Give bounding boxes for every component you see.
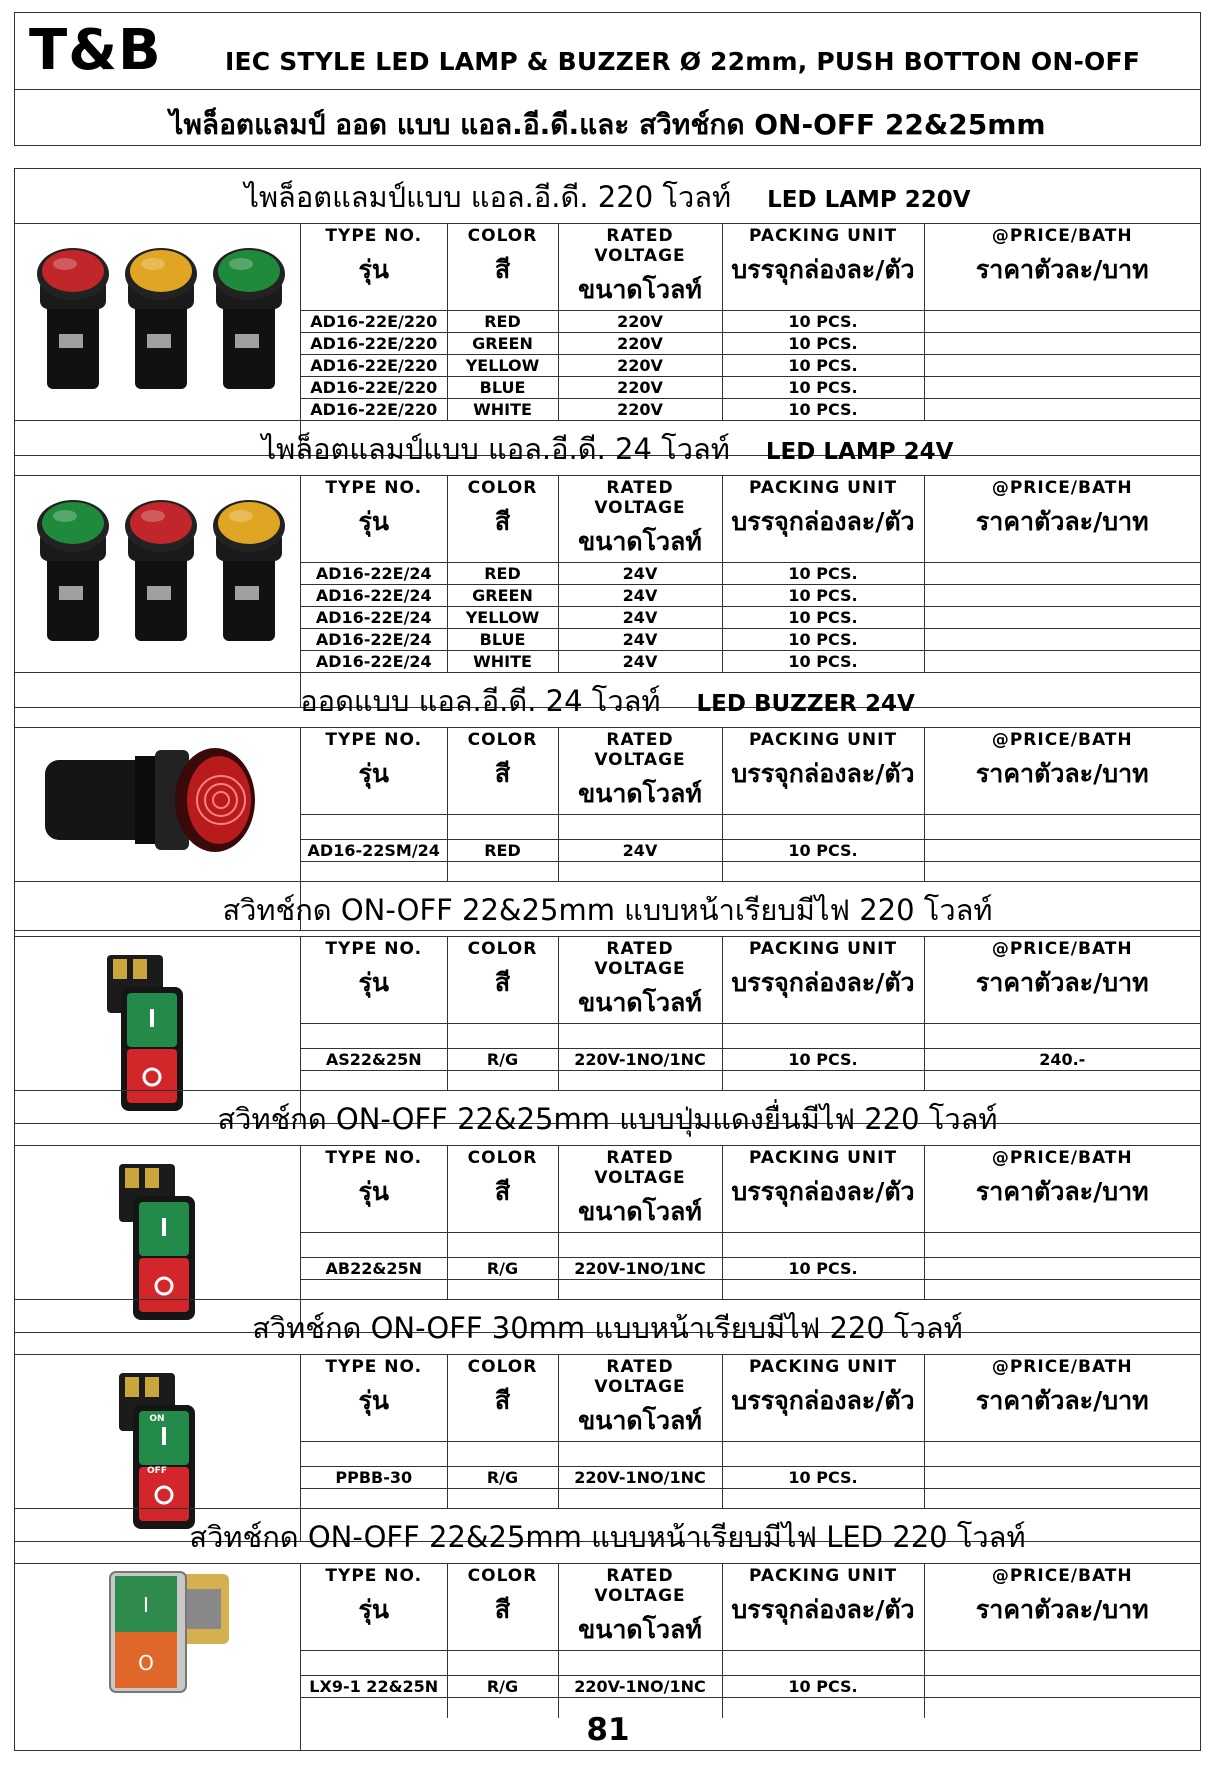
spacer-row [301,815,1200,840]
cell-packing: 10 PCS. [722,355,924,377]
packing-header-th: บรรจุกล่องละ/ตัว [731,1177,915,1206]
voltage-header-en: RATED VOLTAGE [594,939,686,979]
cell-voltage: 24V [558,585,722,607]
catalog-title-en: IEC STYLE LED LAMP & BUZZER Ø 22mm, PUSH BOTTON ON-OFF [225,47,1141,76]
section-title-th: สวิทช์กด ON-OFF 22&25mm แบบปุ่มแดงยื่นมีไฟ 220 โวลท์ [217,1102,998,1136]
packing-header-en: PACKING UNIT [748,226,898,246]
packing-header-en: PACKING UNIT [748,939,898,959]
spacer-row [301,1651,1200,1676]
voltage-header-th: ขนาดโวลท์ [578,527,702,556]
price-header-en: @PRICE/BATH [991,1148,1133,1168]
color-header [447,1355,558,1442]
price-header [924,937,1200,1024]
pilot-lamp-icon [213,500,285,641]
pilot-lamp-icon [37,500,109,641]
packing-header-en: PACKING UNIT [748,1357,898,1377]
cell-price [924,563,1200,585]
spacer-row [301,1071,1200,1092]
spec-header-row [301,1564,1200,1651]
price-header [924,476,1200,563]
type-header-en: TYPE NO. [325,1566,423,1586]
brand-logo: T&B [29,18,162,83]
voltage-header-en: RATED VOLTAGE [594,730,686,770]
voltage-header-en: RATED VOLTAGE [594,478,686,518]
type-header-th: รุ่น [358,968,390,997]
cell-voltage: 24V [558,840,722,862]
cell-type: AD16-22E/220 [301,355,447,377]
cell-packing: 10 PCS. [722,840,924,862]
spec-table [301,1355,1200,1509]
buzzer-icon [45,748,255,852]
cell-price [924,355,1200,377]
type-header-th: รุ่น [358,1386,390,1415]
cell-voltage: 220V-1NO/1NC [558,1258,722,1280]
color-header [447,728,558,815]
svg-text:ON: ON [149,1414,165,1424]
type-header-en: TYPE NO. [325,478,423,498]
spec-table [301,224,1200,421]
price-header-th: ราคาตัวละ/บาท [975,1595,1149,1624]
type-header-en: TYPE NO. [325,939,423,959]
section-title-th: ไพล็อตแลมป์แบบ แอล.อี.ดี. 220 โวลท์ [244,180,732,214]
spacer-row [301,1442,1200,1467]
cell-color: R/G [447,1676,558,1698]
spec-header-row [301,1355,1200,1442]
cell-color: WHITE [447,399,558,421]
voltage-header [558,728,722,815]
cell-color: RED [447,311,558,333]
table-row [301,1258,1200,1280]
cell-price [924,1676,1200,1698]
cell-voltage: 220V-1NO/1NC [558,1676,722,1698]
color-header [447,224,558,311]
cell-packing: 10 PCS. [722,399,924,421]
cell-packing: 10 PCS. [722,333,924,355]
cell-packing: 10 PCS. [722,1467,924,1489]
type-header [301,224,447,311]
cell-price [924,311,1200,333]
color-header [447,937,558,1024]
voltage-header-en: RATED VOLTAGE [594,1148,686,1188]
color-header-th: สี [494,1177,511,1206]
pilot-lamp-icon [125,500,197,641]
voltage-header-th: ขนาดโวลท์ [578,988,702,1017]
cell-type: PPBB-30 [301,1467,447,1489]
cell-type: AS22&25N [301,1049,447,1071]
spec-header-row [301,1146,1200,1233]
cell-price [924,1467,1200,1489]
type-header-th: รุ่น [358,1177,390,1206]
svg-text:I: I [143,1593,149,1617]
voltage-header-th: ขนาดโวลท์ [578,779,702,808]
cell-packing: 10 PCS. [722,585,924,607]
section-title-th: สวิทช์กด ON-OFF 22&25mm แบบหน้าเรียบมีไฟ LED 220 โวลท์ [189,1520,1026,1554]
cell-color: GREEN [447,585,558,607]
cell-type: AD16-22E/24 [301,607,447,629]
cell-voltage: 24V [558,651,722,673]
voltage-header [558,1564,722,1651]
pilot-lamp-icon [37,248,109,389]
packing-header-en: PACKING UNIT [748,478,898,498]
cell-type: AD16-22E/24 [301,563,447,585]
table-row [301,585,1200,607]
spec-header-row [301,728,1200,815]
cell-voltage: 220V [558,333,722,355]
packing-header-en: PACKING UNIT [748,730,898,750]
product-section [14,168,1201,456]
packing-header-th: บรรจุกล่องละ/ตัว [731,1595,915,1624]
cell-price [924,585,1200,607]
product-section [14,1090,1201,1333]
type-header-th: รุ่น [358,759,390,788]
type-header-en: TYPE NO. [325,1148,423,1168]
pushbutton-switch-icon [110,1572,229,1692]
svg-text:OFF: OFF [147,1466,167,1476]
pushbutton-switch-icon [119,1164,195,1320]
voltage-header-th: ขนาดโวลท์ [578,1615,702,1644]
type-header [301,476,447,563]
table-row [301,1676,1200,1698]
voltage-header [558,476,722,563]
color-header-th: สี [494,759,511,788]
cell-voltage: 220V-1NO/1NC [558,1049,722,1071]
spec-table [301,728,1200,882]
table-row [301,333,1200,355]
cell-color: RED [447,840,558,862]
color-header-th: สี [494,255,511,284]
packing-header-th: บรรจุกล่องละ/ตัว [731,1386,915,1415]
type-header-th: รุ่น [358,1595,390,1624]
color-header-en: COLOR [467,1566,538,1586]
cell-voltage: 24V [558,563,722,585]
cell-voltage: 24V [558,607,722,629]
section-title [15,421,1200,476]
voltage-header-en: RATED VOLTAGE [594,226,686,266]
cell-color: YELLOW [447,355,558,377]
voltage-header [558,224,722,311]
table-row [301,840,1200,862]
cell-price [924,607,1200,629]
price-header-en: @PRICE/BATH [991,226,1133,246]
cell-type: AD16-22SM/24 [301,840,447,862]
cell-voltage: 220V [558,355,722,377]
color-header-th: สี [494,507,511,536]
cell-type: AD16-22E/24 [301,585,447,607]
cell-price [924,377,1200,399]
cell-packing: 10 PCS. [722,563,924,585]
packing-header [722,224,924,311]
table-row [301,1049,1200,1071]
voltage-header-th: ขนาดโวลท์ [578,275,702,304]
price-header-th: ราคาตัวละ/บาท [975,1386,1149,1415]
svg-text:O: O [138,1651,154,1675]
cell-color: WHITE [447,651,558,673]
table-row [301,629,1200,651]
packing-header [722,937,924,1024]
price-header [924,224,1200,311]
price-header [924,1355,1200,1442]
price-header-th: ราคาตัวละ/บาท [975,759,1149,788]
price-header-en: @PRICE/BATH [991,730,1133,750]
color-header-en: COLOR [467,1357,538,1377]
packing-header-th: บรรจุกล่องละ/ตัว [731,759,915,788]
cell-color: BLUE [447,377,558,399]
color-header-en: COLOR [467,939,538,959]
section-title [15,1091,1200,1146]
voltage-header-th: ขนาดโวลท์ [578,1406,702,1435]
section-title-en: LED BUZZER 24V [696,691,915,717]
cell-color: BLUE [447,629,558,651]
price-header-en: @PRICE/BATH [991,939,1133,959]
color-header-en: COLOR [467,226,538,246]
cell-voltage: 220V [558,377,722,399]
packing-header-en: PACKING UNIT [748,1566,898,1586]
spacer-row [301,1280,1200,1301]
product-section [14,420,1201,708]
price-header-th: ราคาตัวละ/บาท [975,1177,1149,1206]
cell-type: AD16-22E/220 [301,399,447,421]
packing-header [722,1564,924,1651]
packing-header [722,728,924,815]
cell-type: AD16-22E/220 [301,377,447,399]
cell-type: AD16-22E/220 [301,311,447,333]
price-header-en: @PRICE/BATH [991,1357,1133,1377]
pushbutton-switch-icon [107,955,183,1111]
section-title-th: ไพล็อตแลมป์แบบ แอล.อี.ดี. 24 โวลท์ [261,432,730,466]
color-header-en: COLOR [467,1148,538,1168]
cell-voltage: 24V [558,629,722,651]
cell-price [924,399,1200,421]
cell-price [924,1258,1200,1280]
packing-header-th: บรรจุกล่องละ/ตัว [731,507,915,536]
cell-color: YELLOW [447,607,558,629]
page-number: 81 [586,1712,630,1748]
pilot-lamp-icon [213,248,285,389]
header-top-row [15,13,1200,90]
color-header-th: สี [494,1386,511,1415]
price-header [924,728,1200,815]
color-header [447,476,558,563]
section-title-en: LED LAMP 220V [767,187,971,213]
section-title [15,1300,1200,1355]
cell-packing: 10 PCS. [722,629,924,651]
catalog-header [14,12,1201,146]
cell-type: AD16-22E/24 [301,629,447,651]
table-row [301,311,1200,333]
section-title [15,882,1200,937]
table-row [301,563,1200,585]
color-header-th: สี [494,968,511,997]
spacer-row [301,1024,1200,1049]
voltage-header [558,937,722,1024]
cell-color: GREEN [447,333,558,355]
type-header-th: รุ่น [358,255,390,284]
section-title [15,1509,1200,1564]
cell-voltage: 220V-1NO/1NC [558,1467,722,1489]
table-row [301,355,1200,377]
cell-type: AD16-22E/24 [301,651,447,673]
spacer-row [301,1489,1200,1510]
cell-voltage: 220V [558,399,722,421]
type-header-en: TYPE NO. [325,1357,423,1377]
cell-color: R/G [447,1049,558,1071]
voltage-header [558,1355,722,1442]
cell-color: RED [447,563,558,585]
section-title-th: สวิทช์กด ON-OFF 30mm แบบหน้าเรียบมีไฟ 220 โวลท์ [252,1311,963,1345]
price-header [924,1564,1200,1651]
spec-table [301,1564,1200,1718]
packing-header [722,1355,924,1442]
cell-price [924,840,1200,862]
price-header-th: ราคาตัวละ/บาท [975,255,1149,284]
cell-packing: 10 PCS. [722,311,924,333]
type-header-en: TYPE NO. [325,226,423,246]
cell-packing: 10 PCS. [722,651,924,673]
table-row [301,607,1200,629]
product-section [14,1299,1201,1542]
type-header-th: รุ่น [358,507,390,536]
type-header [301,728,447,815]
voltage-header-en: RATED VOLTAGE [594,1566,686,1606]
spacer-row [301,862,1200,883]
spacer-row [301,1233,1200,1258]
type-header [301,1146,447,1233]
color-header-en: COLOR [467,478,538,498]
type-header-en: TYPE NO. [325,730,423,750]
section-title-th: ออดแบบ แอล.อี.ดี. 24 โวลท์ [300,684,661,718]
section-title [15,169,1200,224]
cell-packing: 10 PCS. [722,1049,924,1071]
cell-price [924,651,1200,673]
cell-color: R/G [447,1258,558,1280]
spec-table [301,476,1200,673]
spec-header-row [301,224,1200,311]
packing-header-th: บรรจุกล่องละ/ตัว [731,255,915,284]
cell-voltage: 220V [558,311,722,333]
spec-header-row [301,476,1200,563]
voltage-header [558,1146,722,1233]
type-header [301,1355,447,1442]
packing-header-en: PACKING UNIT [748,1148,898,1168]
cell-packing: 10 PCS. [722,1258,924,1280]
spec-table [301,937,1200,1091]
price-header-en: @PRICE/BATH [991,478,1133,498]
voltage-header-en: RATED VOLTAGE [594,1357,686,1397]
section-title-en: LED LAMP 24V [765,439,954,465]
section-title-th: สวิทช์กด ON-OFF 22&25mm แบบหน้าเรียบมีไฟ 220 โวลท์ [222,893,993,927]
cell-packing: 10 PCS. [722,607,924,629]
spec-header-row [301,937,1200,1024]
cell-packing: 10 PCS. [722,377,924,399]
catalog-title-th: ไพล็อตแลมป์ ออด แบบ แอล.อี.ดี.และ สวิทช์กด ON-OFF 22&25mm [169,108,1046,141]
pilot-lamp-icon [125,248,197,389]
product-section [14,881,1201,1124]
cell-price [924,629,1200,651]
price-header [924,1146,1200,1233]
cell-type: LX9-1 22&25N [301,1676,447,1698]
section-title [15,673,1200,728]
table-row [301,651,1200,673]
type-header [301,937,447,1024]
type-header [301,1564,447,1651]
color-header [447,1146,558,1233]
packing-header [722,1146,924,1233]
spec-table [301,1146,1200,1300]
voltage-header-th: ขนาดโวลท์ [578,1197,702,1226]
color-header [447,1564,558,1651]
cell-color: R/G [447,1467,558,1489]
cell-packing: 10 PCS. [722,1676,924,1698]
pushbutton-switch-icon [119,1373,195,1529]
color-header-th: สี [494,1595,511,1624]
cell-price [924,333,1200,355]
cell-price: 240.- [924,1049,1200,1071]
table-row [301,377,1200,399]
table-row [301,1467,1200,1489]
price-header-th: ราคาตัวละ/บาท [975,968,1149,997]
packing-header [722,476,924,563]
price-header-en: @PRICE/BATH [991,1566,1133,1586]
color-header-en: COLOR [467,730,538,750]
cell-type: AD16-22E/220 [301,333,447,355]
table-row [301,399,1200,421]
packing-header-th: บรรจุกล่องละ/ตัว [731,968,915,997]
cell-type: AB22&25N [301,1258,447,1280]
price-header-th: ราคาตัวละ/บาท [975,507,1149,536]
